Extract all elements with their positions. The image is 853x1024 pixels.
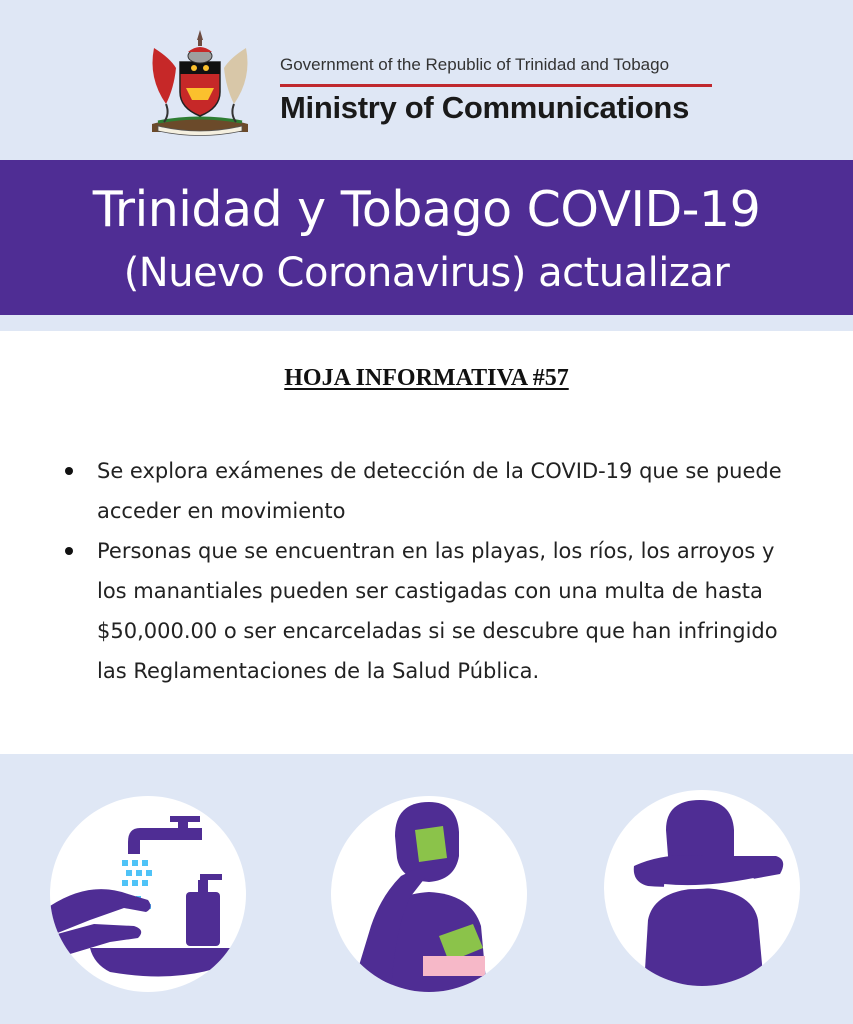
ministry-name: Ministry of Communications [280,90,690,125]
divider [280,84,712,87]
banner-title: Trinidad y Tobago COVID-19 [92,181,761,238]
sheet-title: HOJA INFORMATIVA #57 [284,365,569,391]
title-banner [0,160,853,315]
cough-into-elbow-icon [604,790,800,986]
banner-subtitle: (Nuevo Coronavirus) actualizar [123,250,730,296]
cover-face-tissue-icon [331,796,527,992]
fact-sheet [0,331,853,754]
government-name: Government of the Republic of Trinidad and Tobago [280,55,670,74]
prevention-icons [0,754,853,1024]
hand-washing-icon [50,796,246,992]
coat-of-arms-icon [144,28,256,136]
separator-strip [0,315,853,331]
header [0,0,853,160]
bullet-list [60,451,800,691]
bullet-item: Se explora exámenes de detección de la COVID-19 que se puede acceder en movimiento [60,451,800,531]
bullet-item: Personas que se encuentran en las playas, los ríos, los arroyos y los manantiales pueden ser castigadas con una multa de hasta $50,000.00 o ser encarceladas si se descubre que han infringido las Reglamentaciones de la Salud Pública. [60,531,800,691]
